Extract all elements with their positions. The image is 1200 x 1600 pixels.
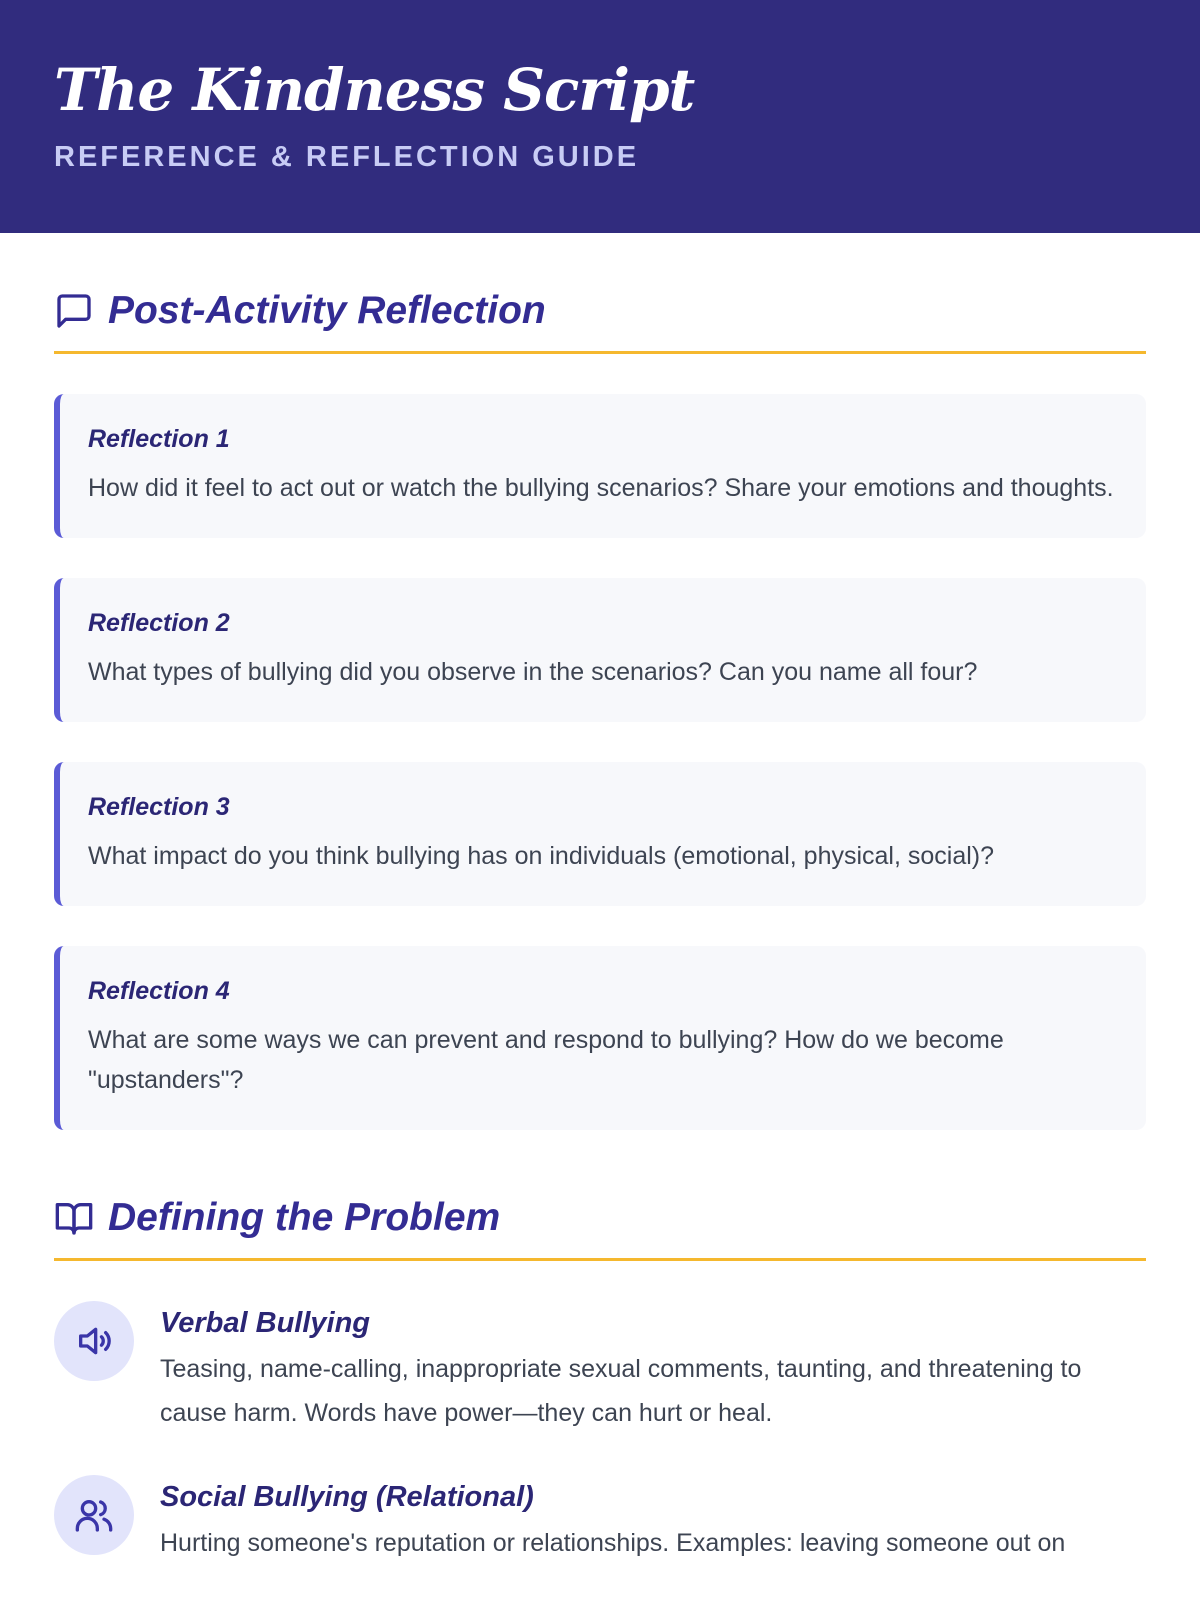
definition-item bbox=[54, 1301, 1146, 1435]
reflection-label: Reflection 4 bbox=[88, 977, 230, 1005]
main-content bbox=[0, 289, 1200, 1565]
document-subtitle: REFERENCE & REFLECTION GUIDE bbox=[54, 141, 640, 173]
reflection-card bbox=[54, 578, 1146, 722]
reflection-section-header bbox=[54, 289, 1146, 354]
reflection-prompt: What types of bullying did you observe in the scenarios? Can you name all four? bbox=[88, 658, 978, 686]
definition-title: Verbal Bullying bbox=[160, 1307, 371, 1339]
speaker-icon bbox=[54, 1301, 134, 1381]
reflection-prompt: What are some ways we can prevent and respond to bullying? How do we become "upstanders"? bbox=[88, 1026, 1004, 1094]
definition-text: Teasing, name-calling, inappropriate sexual comments, taunting, and threatening to cause harm. Words have power—they can hurt or heal. bbox=[160, 1355, 1082, 1427]
reflection-section-title: Post-Activity Reflection bbox=[108, 289, 546, 332]
users-icon bbox=[54, 1475, 134, 1555]
definition-title: Social Bullying (Relational) bbox=[160, 1481, 534, 1513]
chat-bubble-icon bbox=[54, 291, 94, 331]
definition-section-title: Defining the Problem bbox=[108, 1196, 501, 1239]
reflection-card bbox=[54, 946, 1146, 1130]
reflection-prompt: How did it feel to act out or watch the bullying scenarios? Share your emotions and thoughts. bbox=[88, 474, 1114, 502]
reflection-prompt: What impact do you think bullying has on individuals (emotional, physical, social)? bbox=[88, 842, 995, 870]
definition-item bbox=[54, 1475, 1146, 1565]
reflection-label: Reflection 3 bbox=[88, 793, 230, 821]
reflection-label: Reflection 2 bbox=[88, 609, 230, 637]
reflection-label: Reflection 1 bbox=[88, 425, 230, 453]
open-book-icon bbox=[54, 1198, 94, 1238]
reflection-card bbox=[54, 762, 1146, 906]
document-title: The Kindness Script bbox=[54, 56, 695, 124]
header-banner bbox=[0, 0, 1200, 233]
definition-text: Hurting someone's reputation or relationships. Examples: leaving someone out on bbox=[160, 1529, 1066, 1557]
definition-section-header bbox=[54, 1196, 1146, 1261]
reflection-card bbox=[54, 394, 1146, 538]
